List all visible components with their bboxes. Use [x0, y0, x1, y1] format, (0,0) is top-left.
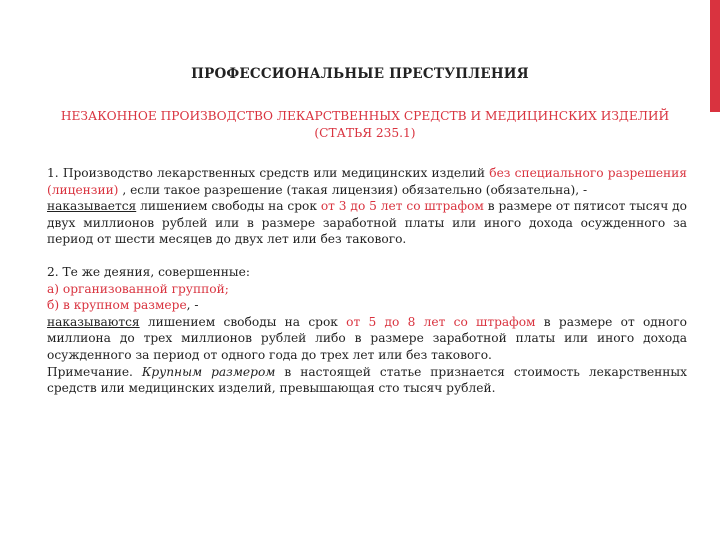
part2-item-b-text: б) в крупном размере	[47, 298, 187, 313]
note-text: в настоящей статье признается стоимость лекарственных средств или медицинских изделий, превышающая сто тысяч рублей.	[47, 364, 687, 396]
paragraph-gap	[47, 248, 687, 264]
part1-penalty-lead: лишением свободы на срок	[136, 199, 321, 214]
note-term: Крупным размером	[141, 364, 276, 379]
part2-item-a: а) организованной группой;	[47, 281, 229, 296]
page-title: ПРОФЕССИОНАЛЬНЫЕ ПРЕСТУПЛЕНИЯ	[191, 66, 529, 82]
part2-term: от 5 до 8 лет со штрафом	[346, 314, 536, 329]
part2-penalty-lead: лишением свободы на срок	[139, 314, 347, 329]
article-text	[47, 165, 687, 397]
part2-penalty-tail: в размере от одного миллиона до трех миллионов рублей либо в размере заработной платы или иного дохода осужденного за период от одного года до трех лет или без такового.	[47, 314, 687, 362]
note-label: Примечание.	[47, 364, 142, 379]
part1-penalty	[47, 198, 687, 248]
part1-lead: 1. Производство лекарственных средств или медицинских изделий	[47, 166, 490, 180]
part2-item-b	[47, 297, 687, 314]
part2-penalty	[47, 314, 687, 364]
part1-penalty-word: наказывается	[47, 199, 137, 214]
part2-penalty-word: наказываются	[47, 314, 140, 329]
part2-item-b-suffix: , -	[186, 298, 199, 313]
article-title: НЕЗАКОННОЕ ПРОИЗВОДСТВО ЛЕКАРСТВЕННЫХ СРЕДСТВ И МЕДИЦИНСКИХ ИЗДЕЛИЙ (СТАТЬЯ 235.1)	[60, 109, 670, 140]
part1-paragraph	[47, 165, 687, 198]
part2-lead: 2. Те же деяния, совершенные:	[47, 264, 250, 279]
note-paragraph	[47, 364, 687, 397]
part1-term: от 3 до 5 лет со штрафом	[320, 199, 484, 214]
part1-penalty-tail: в размере от пятисот тысяч до двух миллионов рублей или в размере заработной платы или иного дохода осужденного за период от шести месяцев до двух лет или без такового.	[47, 199, 688, 247]
accent-bar	[710, 0, 720, 112]
part1-tail: , если такое разрешение (такая лицензия) обязательно (обязательна), -	[118, 182, 588, 197]
part1-condition: без специального разрешения (лицензии)	[47, 166, 687, 197]
